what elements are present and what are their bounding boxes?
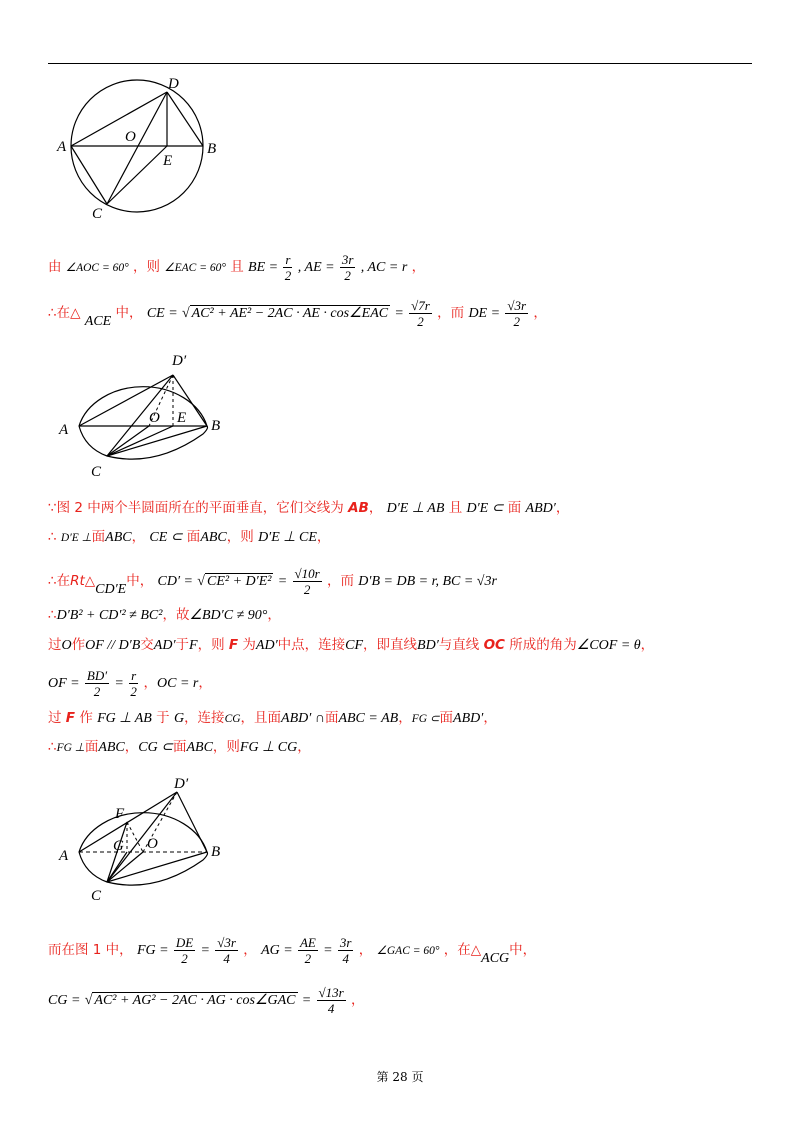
fig1-label-o: O xyxy=(125,129,136,145)
text-line-7: 过O作OF // D′B交AD′于F，则 F 为AD′中点，连接CF，即直线BD′与直线 OC 所成的角为∠COF = θ， xyxy=(48,637,655,653)
fig1-label-d: D xyxy=(168,76,179,92)
fig2-label-c: C xyxy=(91,464,102,480)
text-line-10: ∴FG ⊥面ABC，CG ⊂面ABC，则FG ⊥ CG， xyxy=(48,739,311,755)
fig1-label-b: B xyxy=(207,141,217,157)
fig3-label-a: A xyxy=(59,848,69,864)
text-line-9: 过 F 作 FG ⊥ AB 于 G，连接CG，且面ABD′ ∩面ABC = AB，FG ⊂面ABD′， xyxy=(48,710,497,726)
fig1-label-c: C xyxy=(92,206,103,220)
text-line-3: ∵图 2 中两个半圆面所在的平面垂直，它们交线为 AB， D′E ⊥ AB 且 D′E ⊂ 面 ABD′， xyxy=(48,500,570,516)
figure-2-semicircles xyxy=(55,348,235,480)
fig2-label-b: B xyxy=(211,418,221,434)
figure-1-circle xyxy=(55,70,235,220)
text-line-6: ∴D′B² + CD′² ≠ BC²，故∠BD′C ≠ 90°， xyxy=(48,607,281,623)
fig3-label-d: D′ xyxy=(174,776,189,792)
fig2-label-o: O xyxy=(149,410,160,426)
fig2-label-a: A xyxy=(59,422,69,438)
fig1-label-e: E xyxy=(163,153,173,169)
text-line-5: ∴在Rt△CD′E中， CD′ = √ CE² + D′E² = $\frac{√10r}{2}$ ，而 D′B = DB = r, BC = √3r xyxy=(48,566,497,597)
fig2-label-e: E xyxy=(177,410,187,426)
fig2-label-d: D′ xyxy=(172,353,187,369)
text-line-8: OF = $\frac{BD'}{2}$ = $\frac{r}{2}$ ，OC = r， xyxy=(48,668,212,699)
text-line-4: ∴ D′E ⊥面ABC， CE ⊂ 面ABC，则 D′E ⊥ CE， xyxy=(48,529,331,545)
fig3-label-c: C xyxy=(91,888,102,904)
text-line-11: 而在图 1 中， FG = $\frac{DE}{2}$ = $\frac{√3r}{4}$ ， AG = $\frac{AE}{2}$ = $\frac{3r}{4}$ ， ∠GAC = 60° ，在△ACG中， xyxy=(48,935,537,966)
header-rule xyxy=(48,63,752,64)
text-line-12: CG = √ AC² + AG² − 2AC · AG · cos∠GAC = $\frac{√13r}{4}$ ， xyxy=(48,985,365,1016)
page-footer: 第 28 页 xyxy=(376,1070,424,1084)
fig3-label-b: B xyxy=(211,844,221,860)
text-line-1: 由 ∠AOC = 60° ，则 ∠EAC = 60° 且 BE = $\frac{r}{2}$ , AE = $\frac{3r}{2}$ , AC = r ， xyxy=(48,252,426,283)
figure-3-semicircles xyxy=(55,770,235,905)
fig3-label-g: G xyxy=(113,838,124,854)
text-line-2: ∴在△ ACE 中， CE = √ AC² + AE² − 2AC · AE · cos∠EAC = $\frac{√7r}{2}$ ，而 DE = $\frac{√3r}{2}$ ， xyxy=(48,298,547,329)
fig1-label-a: A xyxy=(57,139,67,155)
fig3-label-f: F xyxy=(115,806,125,822)
fig3-label-o: O xyxy=(147,836,158,852)
